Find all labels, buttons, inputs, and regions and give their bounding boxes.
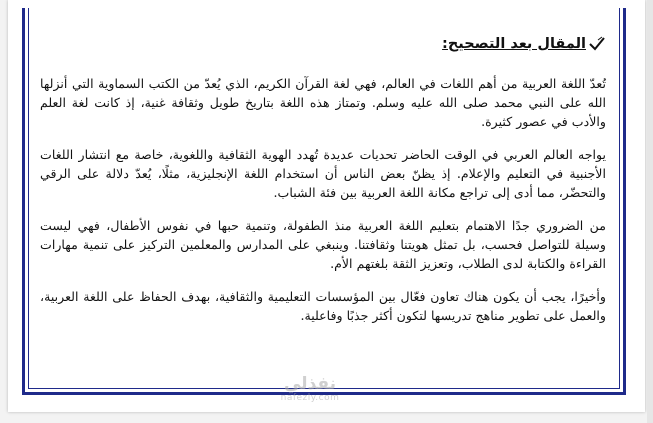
paragraph-2: يواجه العالم العربي في الوقت الحاضر تحديات عديدة تُهدد الهوية الثقافية واللغوية، خاصة مع انتشار اللغات الأجنبية في التعليم والإعلام. إذ يظنّ بعض الناس أن استخدام اللغة الإنجليزية، مثلًا، يُعدّ دلالة على الرقي والتحضّر، مما أدى إلى تراجع مكانة اللغة العربية بين فئة الشباب. [40, 147, 606, 200]
article-heading-text: المقال بعد التصحيح: [442, 36, 586, 52]
paragraph-3: من الضروري جدًا الاهتمام بتعليم اللغة العربية منذ الطفولة، وتنمية حبها في نفوس الأطفال، فهي ليست وسيلة للتواصل فحسب، بل تمثل هويتنا وثقافتنا. وينبغي على المدارس والمعلمين التركيز على تنمية مهارات القراءة والكتابة لدى الطلاب، وتعزيز الثقة بلغتهم الأم. [40, 218, 606, 271]
pencil-check-icon [588, 36, 606, 52]
watermark-latin: nafezly.com [280, 393, 340, 403]
paragraph-4: وأخيرًا، يجب أن يكون هناك تعاون فعّال بين المؤسسات التعليمية والثقافية، بهدف الحفاظ على اللغة العربية، والعمل على تطوير مناهج تدريسها لتكون أكثر جذبًا وفاعلية. [40, 289, 606, 323]
paragraph-1: تُعدّ اللغة العربية من أهم اللغات في العالم، فهي لغة القرآن الكريم، الذي يُعدّ من الكتب السماوية التي أنزلها الله على النبي محمد صلى الله عليه وسلم. وتمتاز هذه اللغة بتاريخ طويل وثقافة غنية، إذ كانت لغة العلم والأدب في عصور كثيرة. [40, 76, 606, 129]
window-right-edge [647, 0, 653, 423]
watermark-arabic: نفذلي [283, 374, 337, 394]
document-body [40, 36, 606, 339]
article-heading [40, 36, 606, 52]
